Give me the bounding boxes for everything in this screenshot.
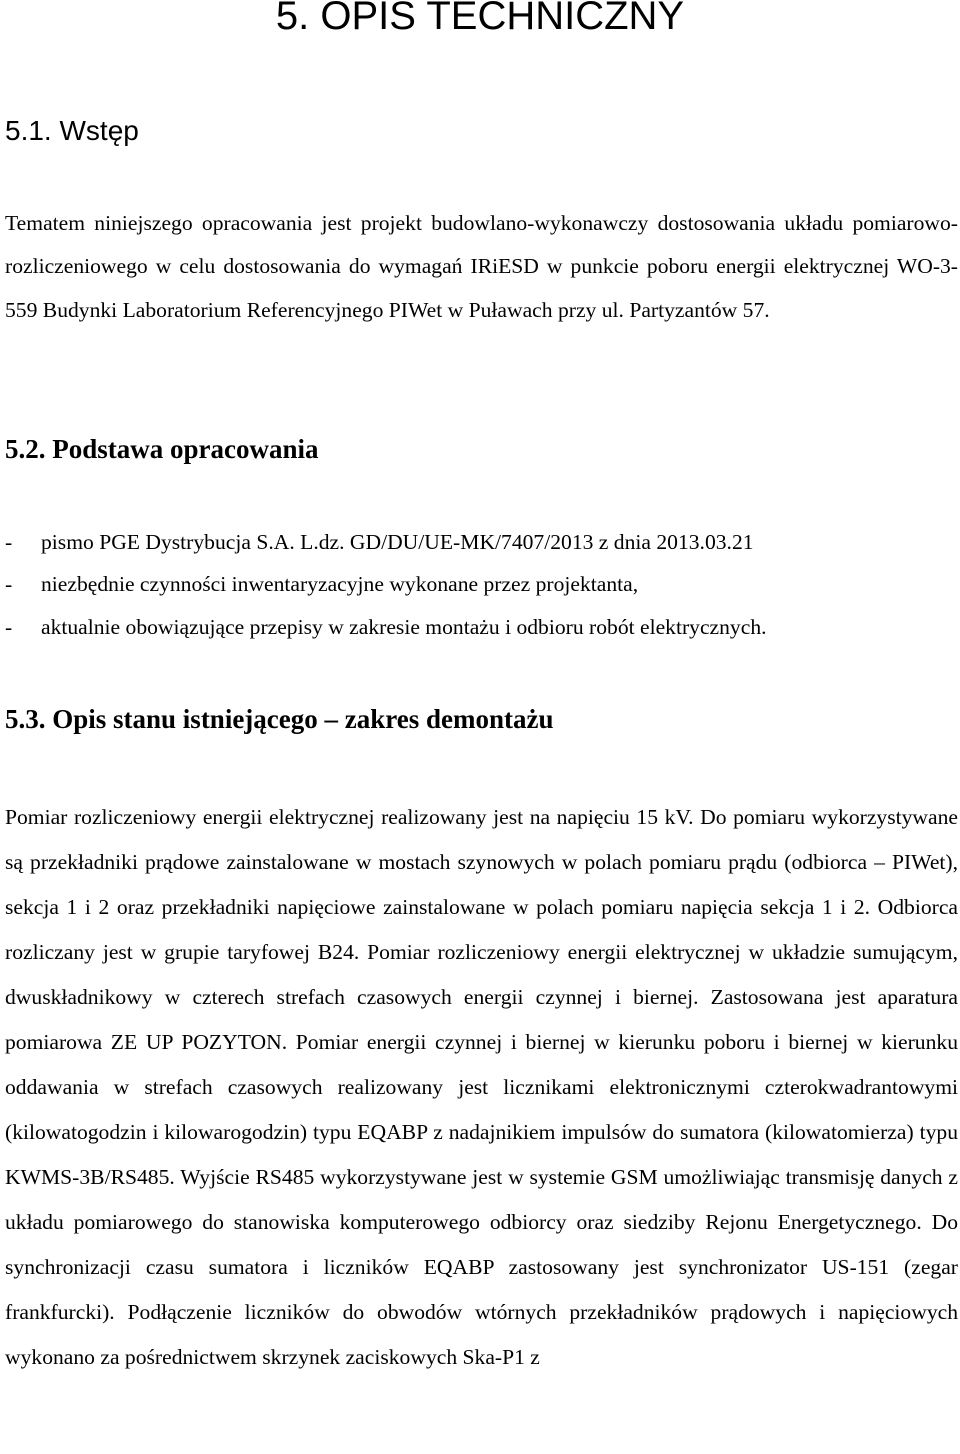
section-heading-basis: 5.2. Podstawa opracowania: [5, 434, 319, 464]
page-title: 5. OPIS TECHNICZNY: [275, 0, 685, 38]
section-heading-intro: 5.1. Wstęp: [5, 115, 139, 146]
list-item-text: pismo PGE Dystrybucja S.A. L.dz. GD/DU/UE-MK/7407/2013 z dnia 2013.03.21: [41, 530, 754, 554]
list-item: [5, 606, 958, 648]
bullet-marker: -: [5, 614, 13, 639]
existing-state-paragraph: Pomiar rozliczeniowy energii elektrycznej realizowany jest na napięciu 15 kV. Do pomiaru wykorzystywane są przekładniki prądowe zainstalowane w mostach szynowych w polach pomiaru prądu (odbiorca – PIWet), sekcja 1 i 2 oraz przekładniki napięciowe zainstalowane w polach pomiaru napięcia sekcja 1 i 2. Odbiorca rozliczany jest w grupie taryfowej B24. Pomiar rozliczeniowy energii elektrycznej w układzie sumującym, dwuskładnikowy w czterech strefach czasowych energii czynnej i biernej. Zastosowana jest aparatura pomiarowa ZE UP POZYTON. Pomiar energii czynnej i biernej w kierunku poboru i biernej w kierunku oddawania w strefach czasowych realizowany jest licznikami elektronicznymi czterokwadrantowymi (kilowatogodzin i kilowarogodzin) typu EQABP z nadajnikiem impulsów do sumatora (kilowatomierza) typu KWMS-3B/RS485. Wyjście RS485 wykorzystywane jest w systemie GSM umożliwiając transmisję danych z układu pomiarowego do stanowiska komputerowego odbiorcy oraz siedziby Rejonu Energetycznego. Do synchronizacji czasu sumatora i liczników EQABP zastosowany jest synchronizator US-151 (zegar frankfurcki). Podłączenie liczników do obwodów wtórnych przekładników prądowych i napięciowych wykonano za pośrednictwem skrzynek zaciskowych Ska-P1 z: [5, 805, 958, 1369]
bullet-marker: -: [5, 572, 13, 597]
section-heading-existing-state: 5.3. Opis stanu istniejącego – zakres demontażu: [5, 704, 554, 734]
bullet-marker: -: [5, 530, 13, 554]
basis-list: [5, 521, 958, 648]
list-item-text: niezbędnie czynności inwentaryzacyjne wykonane przez projektanta,: [41, 572, 639, 597]
intro-paragraph: Tematem niniejszego opracowania jest projekt budowlano-wykonawczy dostosowania układu pomiarowo-rozliczeniowego w celu dostosowania do wymagań IRiESD w punkcie poboru energii elektrycznej WO-3-559 Budynki Laboratorium Referencyjnego PIWet w Puławach przy ul. Partyzantów 57.: [5, 211, 958, 322]
list-item: [5, 521, 958, 563]
list-item: [5, 563, 958, 605]
list-item-text: aktualnie obowiązujące przepisy w zakresie montażu i odbioru robót elektrycznych.: [41, 614, 767, 639]
